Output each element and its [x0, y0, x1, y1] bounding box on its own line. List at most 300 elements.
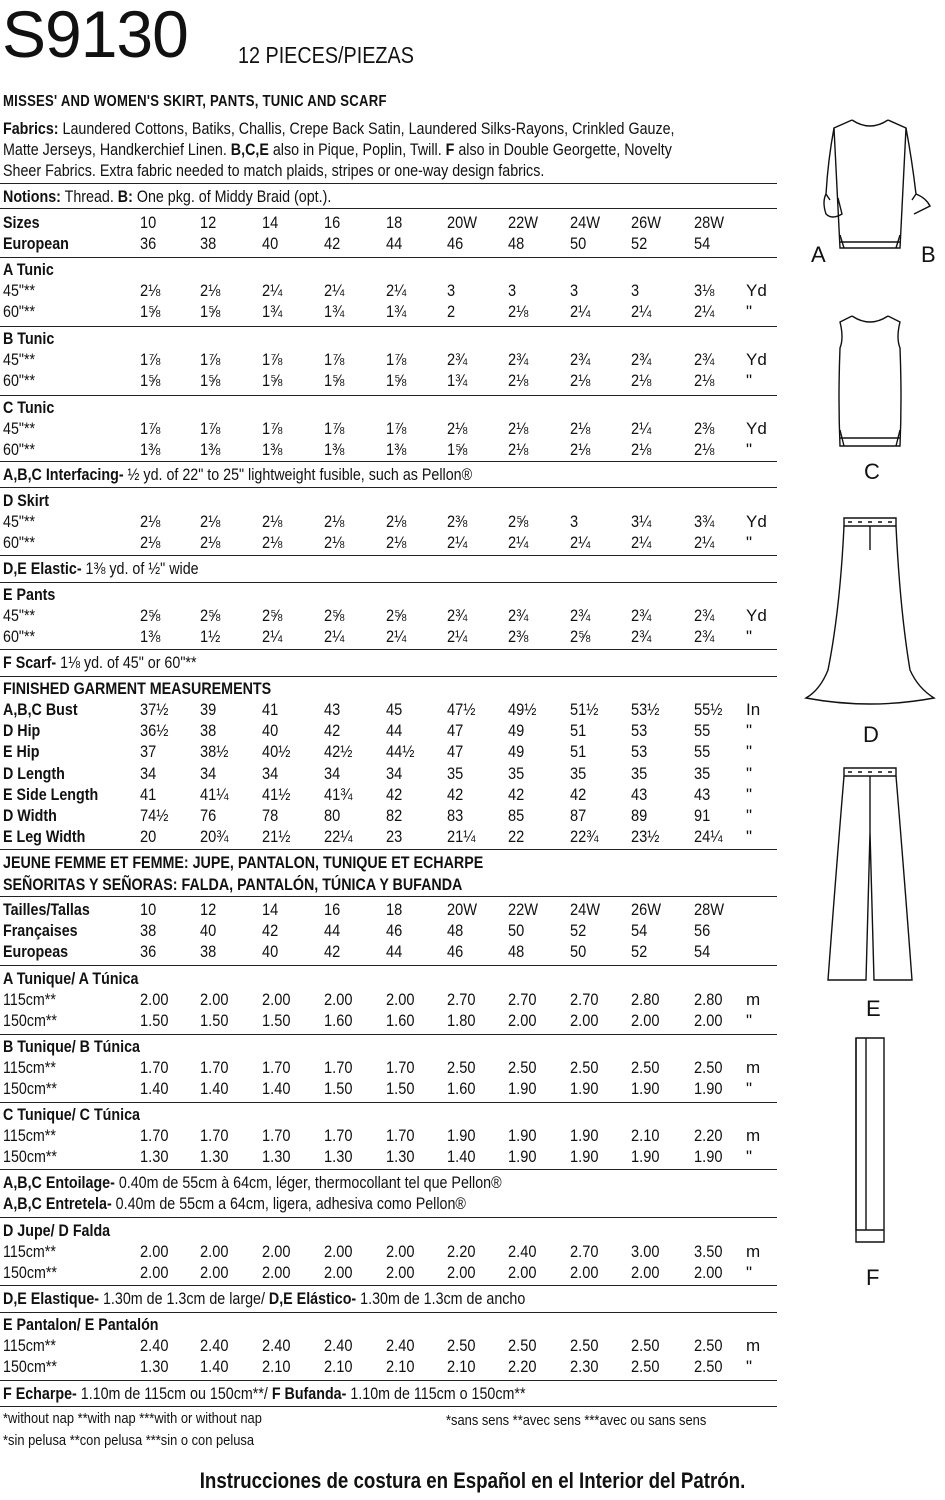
d-jupe-row — [0, 1262, 780, 1283]
table-cell: 2.70 — [447, 990, 476, 1009]
table-cell: 2¼ — [386, 281, 407, 300]
table-cell: 1.90 — [694, 1079, 723, 1098]
divider — [0, 1380, 777, 1381]
table-cell: 54 — [631, 921, 648, 940]
european-row — [0, 233, 780, 254]
table-cell: 2⅛ — [570, 440, 591, 459]
table-cell: 3⅛ — [694, 281, 715, 300]
unit-label: " — [746, 302, 753, 321]
table-cell: 1⅜ — [262, 440, 283, 459]
table-cell: 1⅝ — [200, 302, 221, 321]
table-cell: 2.50 — [631, 1336, 660, 1355]
table-cell: 2.80 — [694, 990, 723, 1009]
table-cell: 53½ — [631, 700, 660, 719]
table-cell: 48 — [508, 234, 525, 253]
table-cell: 2.40 — [200, 1336, 229, 1355]
table-cell: 12 — [200, 213, 217, 232]
table-cell: 55 — [694, 721, 711, 741]
table-cell: 2⅛ — [140, 281, 161, 300]
tunic-ab-illustration — [800, 110, 940, 260]
table-cell: 42 — [262, 921, 279, 940]
table-cell: 34 — [262, 763, 279, 783]
unit-label: Yd — [746, 419, 767, 438]
table-cell: 2⅝ — [262, 606, 283, 625]
table-cell: 1.90 — [447, 1126, 476, 1145]
table-cell: 2⅛ — [200, 512, 221, 531]
table-cell: 2.70 — [570, 990, 599, 1009]
table-cell: 20W — [447, 213, 478, 232]
table-cell: 2¼ — [631, 419, 652, 438]
table-cell: 34 — [140, 763, 157, 783]
table-cell: 2.00 — [386, 1242, 415, 1261]
table-cell: 2.50 — [570, 1058, 599, 1077]
table-cell: 55 — [694, 742, 711, 762]
table-cell: 2¼ — [324, 627, 345, 646]
measurement-row-label: D Length — [3, 763, 65, 783]
footnote-en: *without nap **with nap ***with or without nap — [3, 1410, 262, 1427]
table-cell: 2¼ — [694, 533, 715, 552]
table-cell: 36 — [140, 234, 157, 253]
table-cell: 45 — [386, 700, 403, 719]
tunic-c-illustration — [820, 308, 920, 453]
table-cell: 2⅛ — [694, 440, 715, 459]
table-cell: 2.00 — [200, 1263, 229, 1282]
table-cell: 2⅛ — [694, 371, 715, 390]
table-cell: 2¾ — [570, 350, 591, 369]
measurement-row — [0, 699, 780, 720]
table-cell: 40½ — [262, 742, 291, 762]
table-cell: 34 — [386, 763, 403, 783]
table-cell: 16 — [324, 900, 341, 919]
table-cell: 22W — [508, 213, 539, 232]
table-cell: 34 — [324, 763, 341, 783]
divider — [0, 1285, 777, 1286]
a-tunique-row — [0, 1010, 780, 1031]
table-cell: 41¼ — [200, 784, 229, 804]
footnote-fr: *sans sens **avec sens ***avec ou sans sens — [446, 1412, 707, 1429]
table-cell: 26W — [631, 213, 662, 232]
table-cell: 2.70 — [508, 990, 537, 1009]
table-cell: 2⅜ — [508, 627, 529, 646]
table-cell: 12 — [200, 900, 217, 919]
table-cell: 47 — [447, 721, 464, 741]
divider — [0, 183, 777, 184]
table-cell: 2.40 — [262, 1336, 291, 1355]
table-cell: 20W — [447, 900, 478, 919]
table-cell: 36 — [140, 942, 157, 961]
table-cell: 42 — [324, 234, 341, 253]
table-cell: 41½ — [262, 784, 291, 804]
unit-label: m — [746, 990, 761, 1009]
table-cell: 42 — [324, 942, 341, 961]
table-cell: 42 — [324, 721, 341, 741]
table-cell: 2.00 — [631, 1011, 660, 1030]
c-tunic-title: C Tunic — [3, 398, 55, 417]
table-cell: 14 — [262, 213, 279, 232]
d-skirt-row — [0, 511, 780, 532]
table-cell: 1.40 — [262, 1079, 291, 1098]
table-cell: 2.00 — [508, 1011, 537, 1030]
divider — [0, 1406, 777, 1407]
divider — [0, 487, 777, 488]
table-cell: 2⅛ — [508, 440, 529, 459]
fabrics-line-3: Sheer Fabrics. Extra fabric needed to match plaids, stripes or one-way design fabrics. — [3, 161, 545, 180]
b-tunic-row-label: 45"** — [3, 350, 36, 369]
measurement-row — [0, 720, 780, 741]
table-cell: 2.20 — [694, 1126, 723, 1145]
table-cell: 2⅛ — [262, 533, 283, 552]
table-cell: 2¾ — [694, 606, 715, 625]
table-cell: 56 — [694, 921, 711, 940]
measurement-row-label: D Hip — [3, 721, 41, 741]
table-cell: 37 — [140, 742, 157, 762]
table-cell: 2¾ — [694, 350, 715, 369]
figure-label-b: B — [921, 242, 936, 267]
table-cell: 2⅛ — [324, 512, 345, 531]
table-cell: 41¾ — [324, 784, 353, 804]
table-cell: 2.00 — [140, 990, 169, 1009]
table-cell: 54 — [694, 942, 711, 961]
c-tunique-row-label: 115cm** — [3, 1126, 56, 1145]
table-cell: 42 — [508, 784, 525, 804]
divider — [0, 1169, 777, 1170]
divider — [0, 461, 777, 462]
e-pantalon-row-label: 115cm** — [3, 1336, 56, 1355]
table-cell: 1.50 — [262, 1011, 291, 1030]
unit-label: m — [746, 1336, 761, 1355]
table-cell: 1⅜ — [140, 627, 161, 646]
table-cell: 34 — [200, 763, 217, 783]
table-cell: 42 — [386, 784, 403, 804]
table-cell: 41 — [140, 784, 157, 804]
d-skirt-row-label: 45"** — [3, 512, 36, 531]
table-cell: 16 — [324, 213, 341, 232]
d-skirt-row — [0, 532, 780, 553]
table-cell: 1.40 — [200, 1079, 229, 1098]
table-cell: 1⅝ — [140, 371, 161, 390]
table-cell: 2⅛ — [570, 419, 591, 438]
table-cell: 2.00 — [140, 1263, 169, 1282]
b-tunique-row-label: 115cm** — [3, 1058, 56, 1077]
table-cell: 10 — [140, 900, 157, 919]
table-cell: 2.00 — [508, 1263, 537, 1282]
table-cell: 82 — [386, 806, 403, 825]
measurement-row-label: D Width — [3, 806, 57, 825]
european-row-label: European — [3, 234, 69, 253]
table-cell: 3 — [508, 281, 517, 300]
unit-label: m — [746, 1058, 761, 1077]
table-cell: 1.70 — [200, 1126, 229, 1145]
table-cell: 24W — [570, 900, 601, 919]
pattern-title: MISSES' AND WOMEN'S SKIRT, PANTS, TUNIC AND SCARF — [3, 93, 387, 110]
figure-label-a: A — [811, 242, 826, 267]
b-tunic-title: B Tunic — [3, 329, 55, 348]
table-cell: 87 — [570, 806, 587, 825]
divider — [0, 1034, 777, 1035]
table-cell: 2¼ — [447, 627, 468, 646]
table-cell: 1.60 — [386, 1011, 415, 1030]
table-cell: 1⅝ — [447, 440, 468, 459]
divider — [0, 555, 777, 556]
table-cell: 3¼ — [631, 512, 652, 531]
unit-label: " — [746, 806, 753, 825]
table-cell: 2¼ — [262, 281, 283, 300]
table-cell: 2¾ — [508, 606, 529, 625]
table-cell: 35 — [631, 763, 648, 783]
table-cell: 2¾ — [631, 606, 652, 625]
table-cell: 44 — [386, 721, 403, 741]
table-cell: 1.30 — [140, 1147, 169, 1166]
table-cell: 1.70 — [386, 1126, 415, 1145]
table-cell: 2⅜ — [694, 419, 715, 438]
table-cell: 2.00 — [694, 1011, 723, 1030]
table-cell: 2¾ — [694, 627, 715, 646]
figure-label-e: E — [866, 996, 881, 1021]
table-cell: 54 — [694, 234, 711, 253]
table-cell: 2¾ — [631, 627, 652, 646]
table-cell: 1.80 — [447, 1011, 476, 1030]
c-tunic-row-label: 60"** — [3, 440, 36, 459]
sizes-row — [0, 212, 780, 233]
b-tunic-row-label: 60"** — [3, 371, 36, 390]
table-cell: 49 — [508, 721, 525, 741]
table-cell: 23½ — [631, 827, 660, 847]
table-cell: 3 — [447, 281, 456, 300]
measurement-row — [0, 741, 780, 762]
d-jupe-title: D Jupe/ D Falda — [3, 1221, 111, 1240]
unit-label: " — [746, 1147, 753, 1166]
unit-label: " — [746, 371, 753, 390]
table-cell: 1.90 — [570, 1126, 599, 1145]
table-cell: 1.30 — [386, 1147, 415, 1166]
table-cell: 2.00 — [262, 1263, 291, 1282]
table-cell: 1⅞ — [200, 419, 221, 438]
table-cell: 2⅛ — [140, 512, 161, 531]
table-cell: 1.30 — [200, 1147, 229, 1166]
unit-label: " — [746, 533, 753, 552]
table-cell: 2.40 — [508, 1242, 537, 1261]
c-tunic-row-label: 45"** — [3, 419, 36, 438]
table-cell: 2.00 — [631, 1263, 660, 1282]
table-cell: 39 — [200, 700, 217, 719]
a-tunique-row-label: 115cm** — [3, 990, 56, 1009]
table-cell: 49½ — [508, 700, 537, 719]
table-cell: 2⅝ — [386, 606, 407, 625]
table-cell: 43 — [694, 784, 711, 804]
a-tunic-row — [0, 280, 780, 301]
e-pants-row-label: 60"** — [3, 627, 36, 646]
unit-label: Yd — [746, 512, 767, 531]
divider — [0, 257, 777, 258]
pants-e-illustration — [820, 762, 920, 987]
table-cell: 2.50 — [447, 1336, 476, 1355]
table-cell: 76 — [200, 806, 217, 825]
table-cell: 2.80 — [631, 990, 660, 1009]
elastic-note: D,E Elastic- 1⅜ yd. of ½" wide — [3, 559, 199, 578]
table-cell: 44 — [386, 234, 403, 253]
e-pants-title: E Pants — [3, 585, 56, 604]
table-cell: 14 — [262, 900, 279, 919]
table-cell: 2.50 — [508, 1336, 537, 1355]
table-cell: 2.00 — [200, 990, 229, 1009]
table-cell: 28W — [694, 900, 725, 919]
table-cell: 10 — [140, 213, 157, 232]
table-cell: 3 — [570, 512, 579, 531]
table-cell: 1⅞ — [324, 419, 345, 438]
table-cell: 2 — [447, 302, 456, 321]
unit-label: " — [746, 627, 753, 646]
table-cell: 2¾ — [631, 350, 652, 369]
measurement-row — [0, 826, 780, 847]
table-cell: 83 — [447, 806, 464, 825]
e-pants-row-label: 45"** — [3, 606, 36, 625]
d-jupe-row-label: 115cm** — [3, 1242, 56, 1261]
divider — [0, 649, 777, 650]
e-pants-row — [0, 605, 780, 626]
table-cell: 2⅛ — [140, 533, 161, 552]
table-cell: 2.10 — [631, 1126, 660, 1145]
table-cell: 40 — [262, 234, 279, 253]
elastique-note: D,E Elastique- 1.30m de 1.3cm de large/ D,E Elástico- 1.30m de 1.3cm de ancho — [3, 1289, 526, 1308]
c-tunic-row — [0, 418, 780, 439]
table-cell: 1.90 — [631, 1079, 660, 1098]
entretela-note: A,B,C Entretela- 0.40m de 55cm a 64cm, ligera, adhesiva como Pellon® — [3, 1194, 466, 1213]
table-cell: 22W — [508, 900, 539, 919]
unit-label: " — [746, 827, 753, 847]
table-cell: 53 — [631, 742, 648, 762]
divider — [0, 965, 777, 966]
table-cell: 51 — [570, 721, 587, 741]
europeas-row-label: Europeas — [3, 942, 69, 961]
table-cell: 1.30 — [324, 1147, 353, 1166]
a-tunic-row — [0, 301, 780, 322]
table-cell: 2¼ — [694, 302, 715, 321]
b-tunique-row — [0, 1057, 780, 1078]
title-french: JEUNE FEMME ET FEMME: JUPE, PANTALON, TUNIQUE ET ECHARPE — [3, 853, 484, 872]
table-cell: 1⅞ — [324, 350, 345, 369]
figure-label-f: F — [866, 1265, 880, 1290]
table-cell: 2.50 — [570, 1336, 599, 1355]
unit-label: " — [746, 440, 753, 459]
table-cell: 22¾ — [570, 827, 599, 847]
divider — [0, 896, 777, 897]
table-cell: 1½ — [200, 627, 221, 646]
table-cell: 1.60 — [447, 1079, 476, 1098]
table-cell: 1.90 — [570, 1147, 599, 1166]
table-cell: 2⅝ — [200, 606, 221, 625]
table-cell: 35 — [508, 763, 525, 783]
table-cell: 43 — [324, 700, 341, 719]
table-cell: 3.00 — [631, 1242, 660, 1261]
table-cell: 2.50 — [694, 1357, 723, 1376]
table-cell: 2⅛ — [447, 419, 468, 438]
divider — [0, 395, 777, 396]
table-cell: 2⅛ — [386, 533, 407, 552]
table-cell: 2¼ — [262, 627, 283, 646]
table-cell: 1.90 — [570, 1079, 599, 1098]
table-cell: 2.50 — [631, 1058, 660, 1077]
table-cell: 1⅝ — [140, 302, 161, 321]
table-cell: 1⅝ — [200, 371, 221, 390]
table-cell: 1⅞ — [200, 350, 221, 369]
table-cell: 1.30 — [262, 1147, 291, 1166]
table-cell: 46 — [447, 942, 464, 961]
table-cell: 2.00 — [262, 1242, 291, 1261]
table-cell: 2⅝ — [140, 606, 161, 625]
table-cell: 2⅛ — [631, 440, 652, 459]
table-cell: 42 — [447, 784, 464, 804]
title-spanish: SEÑORITAS Y SEÑORAS: FALDA, PANTALÓN, TÚNICA Y BUFANDA — [3, 875, 463, 894]
measurement-row-label: A,B,C Bust — [3, 700, 78, 719]
pieces-count: 12 PIECES/PIEZAS — [238, 42, 414, 68]
table-cell: 2.00 — [200, 1242, 229, 1261]
divider — [0, 1102, 777, 1103]
table-cell: 2⅛ — [200, 533, 221, 552]
table-cell: 35 — [570, 763, 587, 783]
table-cell: 2¼ — [631, 533, 652, 552]
table-cell: 1⅝ — [324, 371, 345, 390]
unit-label: " — [746, 721, 753, 741]
table-cell: 2.10 — [324, 1357, 353, 1376]
table-cell: 22 — [508, 827, 525, 847]
pattern-number: S9130 — [2, 0, 188, 71]
figure-label-c: C — [864, 459, 880, 484]
a-tunic-title: A Tunic — [3, 260, 54, 279]
table-cell: 2.40 — [324, 1336, 353, 1355]
table-cell: 1⅞ — [140, 419, 161, 438]
table-cell: 48 — [508, 942, 525, 961]
divider — [0, 208, 777, 209]
unit-label: In — [746, 700, 761, 719]
table-cell: 1.50 — [386, 1079, 415, 1098]
table-cell: 2¼ — [631, 302, 652, 321]
scarf-note: F Scarf- 1⅛ yd. of 45" or 60"** — [3, 653, 197, 672]
footnote-es: *sin pelusa **con pelusa ***sin o con pelusa — [3, 1432, 255, 1449]
table-cell: 2.50 — [447, 1058, 476, 1077]
table-cell: 1.70 — [200, 1058, 229, 1077]
measurement-row-label: E Side Length — [3, 784, 99, 804]
table-cell: 89 — [631, 806, 648, 825]
table-cell: 26W — [631, 900, 662, 919]
table-cell: 40 — [262, 942, 279, 961]
b-tunique-title: B Tunique/ B Túnica — [3, 1037, 140, 1056]
table-cell: 47 — [447, 742, 464, 762]
table-cell: 2¾ — [447, 606, 468, 625]
table-cell: 18 — [386, 213, 403, 232]
e-pantalon-row-label: 150cm** — [3, 1357, 57, 1376]
table-cell: 1.70 — [140, 1058, 169, 1077]
figure-label-d: D — [863, 722, 879, 747]
e-pantalon-title: E Pantalon/ E Pantalón — [3, 1315, 159, 1334]
table-cell: 2.00 — [386, 1263, 415, 1282]
table-cell: 1⅞ — [386, 419, 407, 438]
b-tunic-row — [0, 349, 780, 370]
table-cell: 2.50 — [631, 1357, 660, 1376]
a-tunic-row-label: 60"** — [3, 302, 36, 321]
table-cell: 2.40 — [386, 1336, 415, 1355]
table-cell: 80 — [324, 806, 341, 825]
table-cell: 2.40 — [140, 1336, 169, 1355]
table-cell: 38½ — [200, 742, 229, 762]
table-cell: 3.50 — [694, 1242, 723, 1261]
e-pantalon-row — [0, 1356, 780, 1377]
table-cell: 44½ — [386, 742, 415, 762]
table-cell: 1.90 — [508, 1147, 537, 1166]
echarpe-note: F Echarpe- 1.10m de 115cm ou 150cm**/ F Bufanda- 1.10m de 115cm o 150cm** — [3, 1384, 526, 1403]
table-cell: 1.90 — [508, 1126, 537, 1145]
table-cell: 2.20 — [508, 1357, 537, 1376]
spanish-instructions-note: Instrucciones de costura en Español en el Interior del Patrón. — [199, 1468, 746, 1493]
